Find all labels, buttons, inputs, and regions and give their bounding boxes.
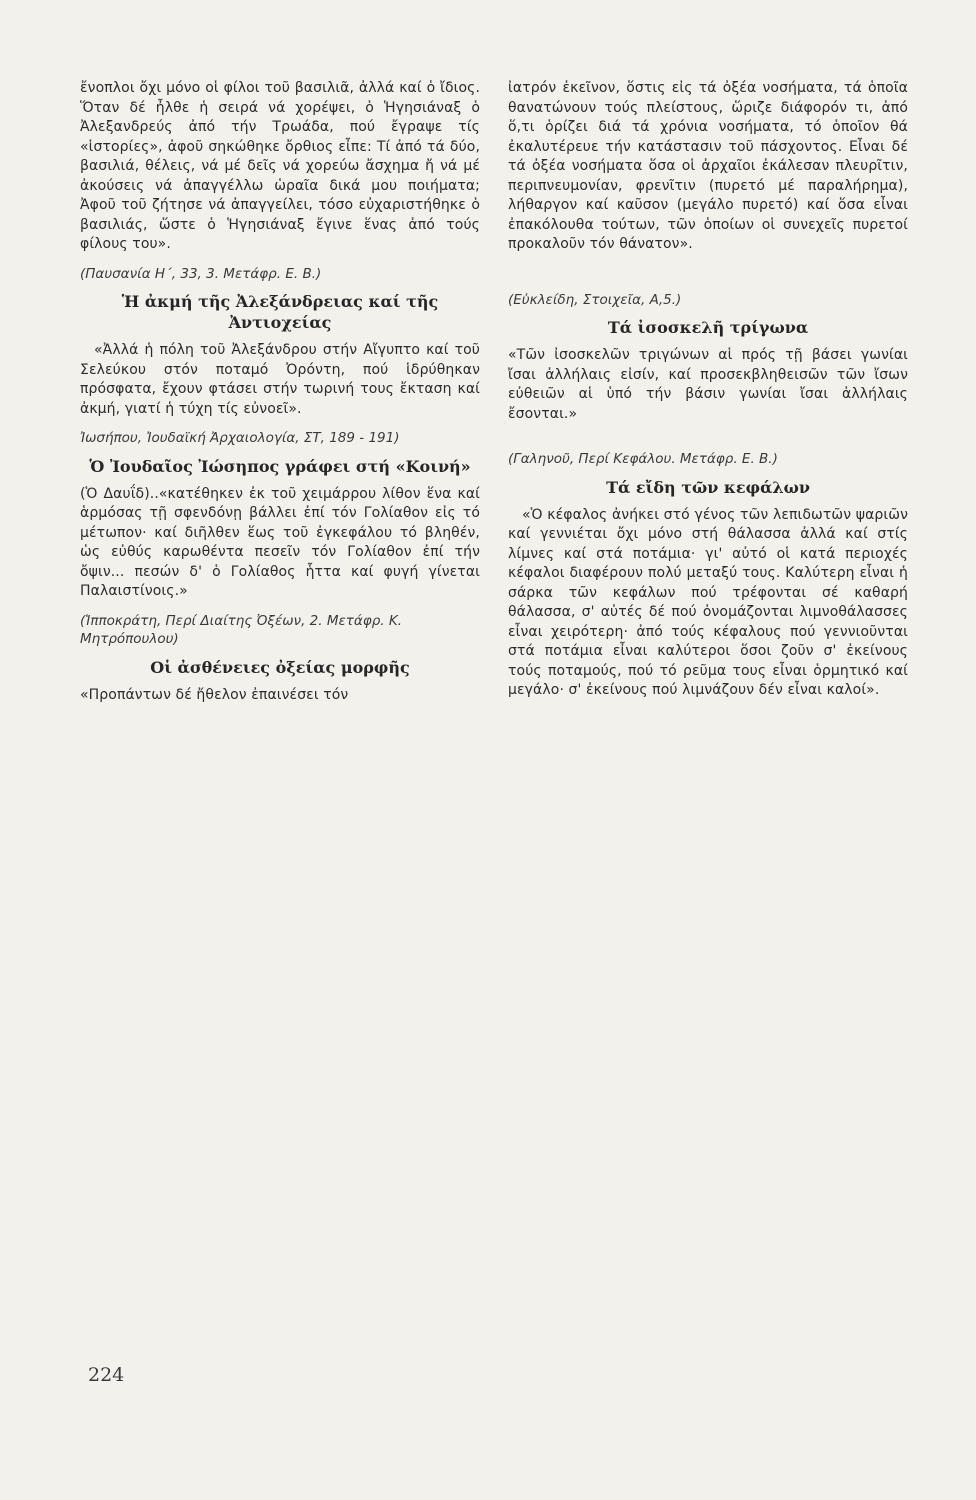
- citation-euclid: (Εὐκλείδη, Στοιχεῖα, Α,5.): [508, 291, 682, 308]
- citation-josephus: Ἰωσήπου, Ἰουδαϊκή Ἀρχαιολογία, ΣΤ, 189 - 191): [80, 430, 400, 446]
- paragraph-david-goliath: (Ὁ Δαυΐδ)..«κατέθηκεν ἐκ τοῦ χειμάρρου λίθον ἕνα καί ἁρμόσας τῇ σφενδόνῃ βάλλει ἐπί τόν Γολίαθον εἰς τό μέτωπον· καί διῆλθεν ἕως τοῦ ἐγκεφάλου τό βληθέν, ὡς εὐθύς καρωθέντα πεσεῖν τόν Γολίαθον ἐπί τήν ὄψιν... πεσών δ' ὁ Γολίαθος ἧττα καί φυγή γίνεται Παλαιστίνοις.»: [80, 485, 480, 599]
- page-number: 224: [88, 1364, 125, 1386]
- citation-pausanias: (Παυσανία Η΄, 33, 3. Μετάφρ. Ε. Β.): [80, 265, 322, 282]
- left-column: [80, 79, 480, 705]
- spacer: [508, 255, 908, 281]
- paragraph-mullet-species: «Ὁ κέφαλος ἀνήκει στό γένος τῶν λεπιδωτῶν ψαριῶν καί γεννιέται ὄχι μόνο στή θάλασσα ἀλλά καί στίς λίμνες καί στά ποτάμια· γι' αὐτό οἱ κατά περιοχές κέφαλοι διαφέρουν πολύ μεταξύ τους. Καλύτερη εἶναι ἡ σάρκα τῶν κεφάλων πού τρέφονται σέ καθαρή θάλασσα, σ' αὐτές δέ πού ὀνομάζονται λιμνοθάλασσες εἶναι χειρότερη· ἀπό τούς κέφαλους πού γεννιοῦνται στά ποτάμια εἶναι καλύτεροι ὅσοι ζοῦν σ' ἐκείνους τούς ποταμούς, πού τό ρεῦμα τους εἶναι ὁρμητικό καί μεγάλο· σ' ἐκείνους πού λιμνάζουν δέν εἶναι καλοί».: [508, 506, 908, 698]
- heading-josephus-koine: Ὁ Ἰουδαῖος Ἰώσηπος γράφει στή «Κοινή»: [89, 456, 471, 476]
- heading-isosceles-triangles: Τά ἰσοσκελῆ τρίγωνα: [607, 318, 809, 337]
- heading-acute-diseases: Οἱ ἀσθένειες ὀξείας μορφῆς: [150, 657, 410, 677]
- citation-hippocrates: (Ἱπποκράτη, Περί Διαίτης Ὀξέων, 2. Μετάφρ. Κ. Μητρόπουλου): [80, 612, 403, 647]
- paragraph-isosceles-triangles: «Τῶν ἰσοσκελῶν τριγώνων αἱ πρός τῇ βάσει γωνίαι ἴσαι ἀλλήλαις εἰσίν, καί προσεκβληθεισῶν τῶν ἴσων εὐθειῶν αἱ ὑπό τήν βάσιν γωνίαι ἴσαι ἀλλήλαις ἔσονται.»: [508, 347, 908, 422]
- paragraph-acute-diseases-start: «Προπάντων δέ ἤθελον ἐπαινέσει τόν: [80, 686, 349, 703]
- heading-alexandria-antioch: Ἡ ἀκμή τῆς Ἀλεξάνδρειας καί τῆς Ἀντιοχείας: [121, 292, 439, 332]
- right-column: [508, 79, 908, 701]
- citation-galen: (Γαληνοῦ, Περί Κεφάλου. Μετάφρ. Ε. Β.): [508, 451, 778, 467]
- paragraph-alexandria-antioch: «Ἀλλά ἡ πόλη τοῦ Ἀλεξάνδρου στήν Αἴγυπτο καί τοῦ Σελεύκου στόν ποταμό Ὀρόντη, πού ἱδρύθηκαν πρόσφατα, ἔχουν φτάσει στήν τωρινή τους ἔκταση καί ἀκμή, γιατί ἡ τύχη τίς εὐνοεῖ».: [80, 342, 480, 417]
- paragraph-hegesianax: ἔνοπλοι ὄχι μόνο οἱ φίλοι τοῦ βασιλιᾶ, ἀλλά καί ὁ ἴδιος. Ὅταν δέ ἦλθε ἡ σειρά νά χορέψει, ὁ Ἡγησιάναξ ὁ Ἀλεξανδρεύς ἀπό τήν Τρωάδα, πού ἔγραψε τίς «ἱστορίες», ἀφοῦ σηκώθηκε ὄρθιος εἶπε: Τί ἀπό τά δύο, βασιλιά, θέλεις, νά μέ δεῖς νά χορεύω ἄσχημα ἤ νά μέ ἀκούσεις νά ἀπαγγέλλω ὡραῖα δικά μου ποιήματα; Ἀφοῦ τοῦ ζήτησε νά ἀπαγγείλει, τόσο εὐχαριστήθηκε ὁ βασιλιάς, ὥστε ὁ Ἡγησιάναξ ἔγινε ἕνας ἀπό τούς φίλους του».: [80, 80, 480, 252]
- spacer: [508, 424, 908, 440]
- paragraph-acute-diseases-cont: ἰατρόν ἐκεῖνον, ὅστις εἰς τά ὀξέα νοσήματα, τά ὁποῖα θανατώνουν τούς πλείστους, ὥριζε διάφορόν τι, ἀπό ὅ,τι ὁρίζει διά τά χρόνια νοσήματα, τό ὁποῖον θά ἐκαλυτέρευε τήν κατάστασιν τοῦ πάσχοντος. Εἶναι δέ τά ὀξέα νοσήματα ὅσα οἱ ἀρχαῖοι ἐκάλεσαν πλευρῖτιν, περιπνευμονίαν, φρενῖτιν (πυρετό μέ παραλήρημα), λήθαργον καί καῦσον (μεγάλο πυρετό) καί ὅσα εἶναι ἐπακόλουθα τούτων, τῶν ὁποίων οἱ συνεχεῖς πυρετοί προκαλοῦν τόν θάνατον».: [508, 80, 908, 252]
- heading-mullet-species: Τά εἴδη τῶν κεφάλων: [606, 477, 810, 497]
